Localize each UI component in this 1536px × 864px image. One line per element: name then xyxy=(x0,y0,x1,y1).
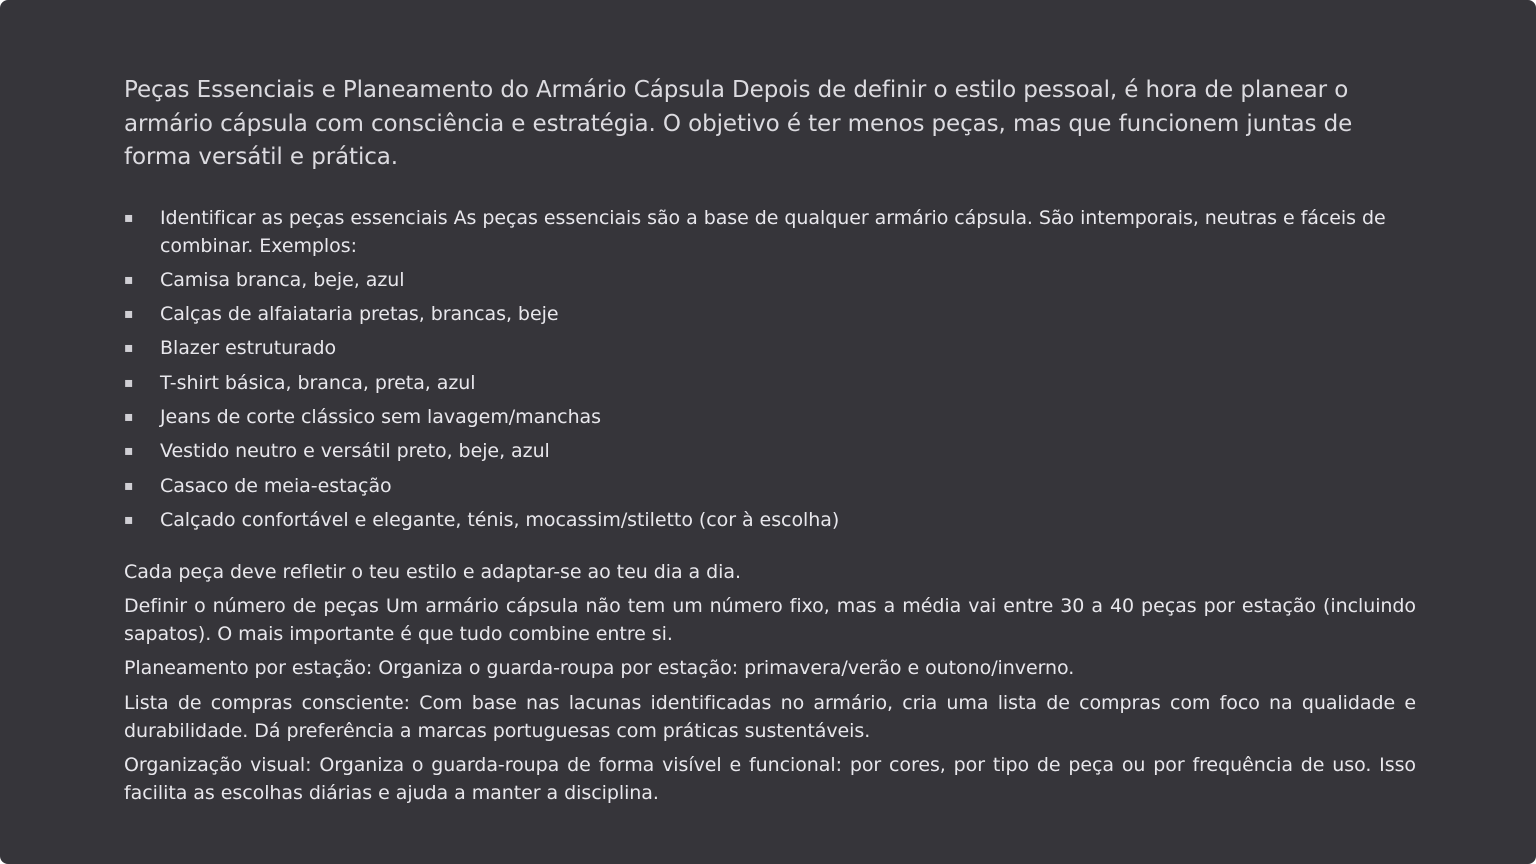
bullet-icon: ▪ xyxy=(124,374,134,391)
list-item-text: Jeans de corte clássico sem lavagem/manchas xyxy=(160,405,602,428)
essentials-list xyxy=(124,204,1416,534)
list-item xyxy=(124,334,1416,362)
paragraph-visual-organization: Organização visual: Organiza o guarda-roupa de forma visível e funcional: por cores, por tipo de peça ou por frequência de uso. Isso facilita as escolhas diárias e ajuda a manter a disciplina. xyxy=(124,754,1416,805)
paragraph-season-planning: Planeamento por estação: Organiza o guarda-roupa por estação: primavera/verão e outono/inverno. xyxy=(124,657,1075,680)
closing-paragraphs xyxy=(124,558,1416,807)
paragraph-shopping-list: Lista de compras consciente: Com base nas lacunas identificadas no armário, cria uma lista de compras com foco na qualidade e durabilidade. Dá preferência a marcas portuguesas com práticas sustentáveis. xyxy=(124,691,1416,742)
list-item xyxy=(124,300,1416,328)
list-item xyxy=(124,403,1416,431)
bullet-icon: ▪ xyxy=(124,408,134,425)
list-item-text: T-shirt básica, branca, preta, azul xyxy=(160,371,476,394)
list-item xyxy=(124,437,1416,465)
paragraph-style-note: Cada peça deve refletir o teu estilo e adaptar-se ao teu dia a dia. xyxy=(124,560,741,583)
list-item xyxy=(124,204,1416,260)
list-item-text: Vestido neutro e versátil preto, beje, azul xyxy=(160,440,550,463)
list-item xyxy=(124,506,1416,534)
paragraph-piece-count: Definir o número de peças Um armário cápsula não tem um número fixo, mas a média vai entre 30 a 40 peças por estação (incluindo sapatos). O mais importante é que tudo combine entre si. xyxy=(124,595,1416,646)
bullet-icon: ▪ xyxy=(124,271,134,288)
bullet-icon: ▪ xyxy=(124,306,134,323)
bullet-icon: ▪ xyxy=(124,340,134,357)
list-item-text: Calças de alfaiataria pretas, brancas, beje xyxy=(160,303,559,326)
bullet-icon: ▪ xyxy=(124,209,134,226)
intro-paragraph: Peças Essenciais e Planeamento do Armário Cápsula Depois de definir o estilo pessoal, é hora de planear o armário cápsula com consciência e estratégia. O objetivo é ter menos peças, mas que funcionem juntas de forma versátil e prática. xyxy=(124,77,1353,170)
list-item-text: Calçado confortável e elegante, ténis, mocassim/stiletto (cor à escolha) xyxy=(160,508,840,531)
list-item xyxy=(124,266,1416,294)
bullet-icon: ▪ xyxy=(124,511,134,528)
list-item-text: Camisa branca, beje, azul xyxy=(160,268,405,291)
slide-content xyxy=(124,74,1416,813)
list-item xyxy=(124,369,1416,397)
list-item-text: Identificar as peças essenciais As peças essenciais são a base de qualquer armário cápsula. São intemporais, neutras e fáceis de combinar. Exemplos: xyxy=(160,206,1386,257)
bullet-icon: ▪ xyxy=(124,443,134,460)
list-item xyxy=(124,472,1416,500)
list-item-text: Casaco de meia-estação xyxy=(160,474,392,497)
bullet-icon: ▪ xyxy=(124,477,134,494)
list-item-text: Blazer estruturado xyxy=(160,337,337,360)
